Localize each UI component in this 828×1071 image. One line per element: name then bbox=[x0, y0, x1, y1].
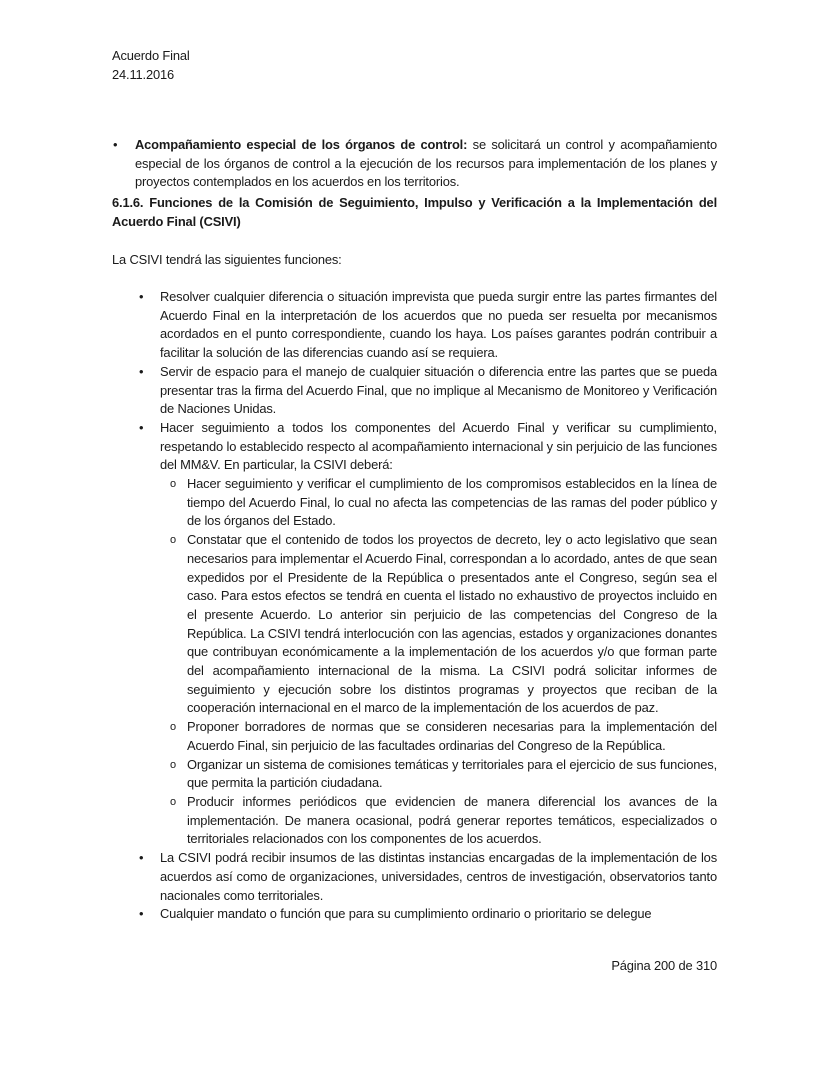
sub-list-item bbox=[160, 475, 717, 531]
list-item-text: Hacer seguimiento a todos los componentes del Acuerdo Final y verificar su cumplimiento, respetando lo establecido respecto al acompañamiento internacional y sin perjuicio de las funciones del MM&V. En particular, la CSIVI deberá: bbox=[160, 419, 717, 473]
circle-bullet-icon: o bbox=[170, 478, 176, 491]
list-item-text: Resolver cualquier diferencia o situación imprevista que pueda surgir entre las partes firmantes del Acuerdo Final en la interpretación de los acuerdos que no pueda ser resuelta por mecanismos acordados en el punto correspondiente, cuando los haya. Los países garantes podrán contribuir a facilitar la solución de las diferencias cuando así se requiera. bbox=[160, 289, 717, 361]
functions-list bbox=[135, 288, 717, 924]
bullet-icon: • bbox=[139, 850, 144, 866]
lead-text: La CSIVI tendrá las siguientes funciones: bbox=[112, 252, 342, 267]
sub-functions-list bbox=[160, 475, 717, 849]
circle-bullet-icon: o bbox=[170, 795, 176, 808]
page-header bbox=[112, 47, 190, 84]
intro-bullet-bold: Acompañamiento especial de los órganos de control: bbox=[135, 137, 468, 152]
document-title: Acuerdo Final bbox=[112, 48, 190, 63]
sub-list-item-text: Hacer seguimiento y verificar el cumplimiento de los compromisos establecidos en la línea de tiempo del Acuerdo Final, lo cual no afecta las competencias de las ramas del poder público y de los órganos del Estado. bbox=[187, 476, 717, 529]
document-date: 24.11.2016 bbox=[112, 66, 175, 82]
circle-bullet-icon: o bbox=[170, 758, 176, 771]
list-item bbox=[135, 288, 717, 363]
circle-bullet-icon: o bbox=[170, 534, 176, 547]
list-item bbox=[135, 905, 717, 924]
sub-list-item bbox=[160, 793, 717, 849]
bullet-icon: • bbox=[139, 289, 144, 304]
page-number: Página 200 de 310 bbox=[611, 958, 717, 973]
list-item-text: Cualquier mandato o función que para su cumplimiento ordinario o prioritario se delegue bbox=[160, 906, 652, 922]
list-item bbox=[135, 419, 717, 849]
bullet-icon: • bbox=[139, 419, 144, 435]
bullet-icon: • bbox=[139, 906, 144, 922]
section-heading: 6.1.6. Funciones de la Comisión de Seguimiento, Impulso y Verificación a la Implementación del Acuerdo Final (CSIVI) bbox=[112, 195, 717, 229]
sub-list-item bbox=[160, 756, 717, 793]
intro-bullet bbox=[112, 136, 717, 192]
sub-list-item bbox=[160, 531, 717, 718]
sub-list-item bbox=[160, 718, 717, 755]
sub-list-item-text: Organizar un sistema de comisiones temáticas y territoriales para el ejercicio de sus funciones, que permita la partición ciudadana. bbox=[187, 756, 717, 791]
sub-list-item-text: Producir informes periódicos que evidencien de manera diferencial los avances de la implementación. De manera ocasional, podrá generar reportes temáticos, especializados o territoriales relacionados con los componentes de los acuerdos. bbox=[187, 793, 717, 847]
list-item-text: La CSIVI podrá recibir insumos de las distintas instancias encargadas de la implementación de los acuerdos así como de organizaciones, universidades, centros de investigación, observatorios tanto nacionales como territoriales. bbox=[160, 850, 717, 903]
intro-bullet-text: se solicitará un control y acompañamiento especial de los órganos de control a la ejecución de los recursos para implementación de los planes y proyectos contemplados en los acuerdos en los territorios. bbox=[135, 137, 717, 190]
list-item bbox=[135, 363, 717, 419]
list-item bbox=[135, 849, 717, 905]
circle-bullet-icon: o bbox=[170, 721, 176, 734]
list-item-text: Servir de espacio para el manejo de cualquier situación o diferencia entre las partes que se pueda presentar tras la firma del Acuerdo Final, que no implique al Mecanismo de Monitoreo y Verificación de Naciones Unidas. bbox=[160, 363, 717, 417]
sub-list-item-text: Constatar que el contenido de todos los proyectos de decreto, ley o acto legislativo que sean necesarios para implementar el Acuerdo Final, correspondan a lo acordado, antes de que sean expedidos por el Presidente de la República o presentados ante el Congreso, según sea el caso. Para estos efectos se tendrá en cuenta el listado no exhaustivo de proyectos incluido en el presente Acuerdo. Lo anterior sin perjuicio de las competencias del Congreso de la República. La CSIVI tendrá interlocución con las agencias, estados y organizaciones donantes que contribuyan económicamente a la implementación de los acuerdos y/o que forman parte del acompañamiento internacional de la misma. La CSIVI podrá solicitar informes de seguimiento y ejecución sobre los distintos programas y proyectos que reciban de la cooperación internacional en el marco de la implementación de los acuerdos de paz. bbox=[187, 532, 717, 716]
bullet-icon: • bbox=[139, 363, 144, 379]
sub-list-item-text: Proponer borradores de normas que se consideren necesarias para la implementación del Acuerdo Final, sin perjuicio de las facultades ordinarias del Congreso de la República. bbox=[187, 719, 717, 753]
